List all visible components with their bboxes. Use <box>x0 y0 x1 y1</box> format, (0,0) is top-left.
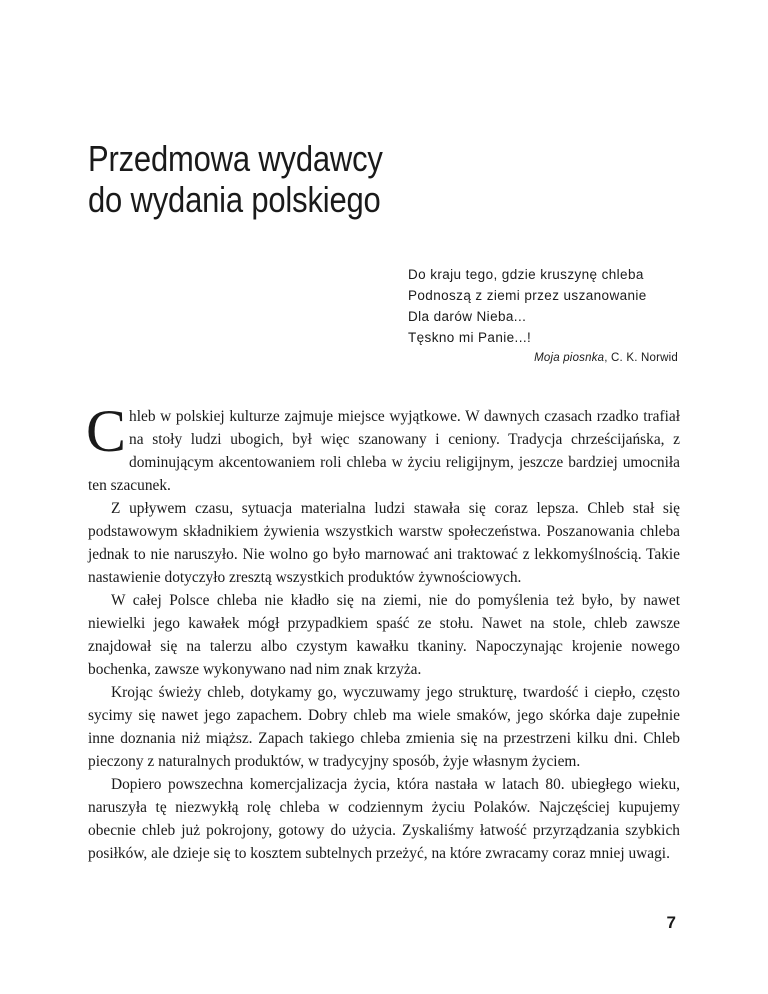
drop-cap: C <box>86 398 127 464</box>
paragraph-text: hleb w polskiej kulturze zajmuje miejsce wyjątkowe. W dawnych czasach rzadko trafiał na stoły ludzi ubogich, był więc szanowany i ceniony. Tradycja chrześcijańska, z dominującym akcentowaniem roli chleba w życiu religijnym, jeszcze bardziej umocniła ten szacunek. <box>88 408 680 494</box>
page-title <box>88 138 570 220</box>
epigraph-line: Do kraju tego, gdzie kruszynę chleba <box>408 267 644 282</box>
title-line-1: Przedmowa wydawcy <box>88 138 383 179</box>
epigraph-line: Dla darów Nieba... <box>408 309 527 324</box>
epigraph-attribution <box>408 350 678 366</box>
body-text <box>86 398 680 865</box>
paragraph: Dopiero powszechna komercjalizacja życia, która nastała w latach 80. ubiegłego wieku, naruszyła tę niezwykłą rolę chleba w codziennym życiu Polaków. Najczęściej kupujemy obecnie chleb już pokrojony, gotowy do użycia. Zyskaliśmy łatwość przyrządzania szybkich posiłków, ale dzieje się to kosztem subtelnych przeżyć, na które zwracamy coraz mniej uwagi. <box>88 776 680 862</box>
paragraph <box>86 398 680 497</box>
epigraph-line: Podnoszą z ziemi przez uszanowanie <box>408 288 647 303</box>
page-number: 7 <box>666 913 676 932</box>
paragraph: W całej Polsce chleba nie kładło się na ziemi, nie do pomyślenia też było, by nawet niewielki jego kawałek mógł przypadkiem spaść ze stołu. Nawet na stole, chleb zawsze znajdował się na talerzu albo czystym kawałku tkaniny. Napoczynając krojenie nowego bochenka, zawsze wykonywano nad nim znak krzyża. <box>88 592 680 678</box>
epigraph-line: Tęskno mi Panie...! <box>408 330 532 345</box>
epigraph-work-title: Moja piosnka <box>534 352 605 364</box>
title-line-2: do wydania polskiego <box>88 179 381 220</box>
paragraph: Krojąc świeży chleb, dotykamy go, wyczuwamy jego strukturę, twardość i ciepło, często sycimy się nawet jego zapachem. Dobry chleb ma wiele smaków, jego skórka daje zupełnie inne doznania niż miąższ. Zapach takiego chleba zmienia się na przestrzeni kilku dni. Chleb pieczony z naturalnych produktów, w tradycyjny sposób, żyje własnym życiem. <box>88 684 680 770</box>
paragraph: Z upływem czasu, sytuacja materialna ludzi stawała się coraz lepsza. Chleb stał się podstawowym składnikiem żywienia wszystkich warstw społeczeństwa. Poszanowania chleba jednak to nie naruszyło. Nie wolno go było marnować ani traktować z lekkomyślnością. Takie nastawienie dotyczyło zresztą wszystkich produktów żywnościowych. <box>88 500 680 586</box>
epigraph <box>408 264 678 366</box>
epigraph-author: , C. K. Norwid <box>604 352 678 364</box>
